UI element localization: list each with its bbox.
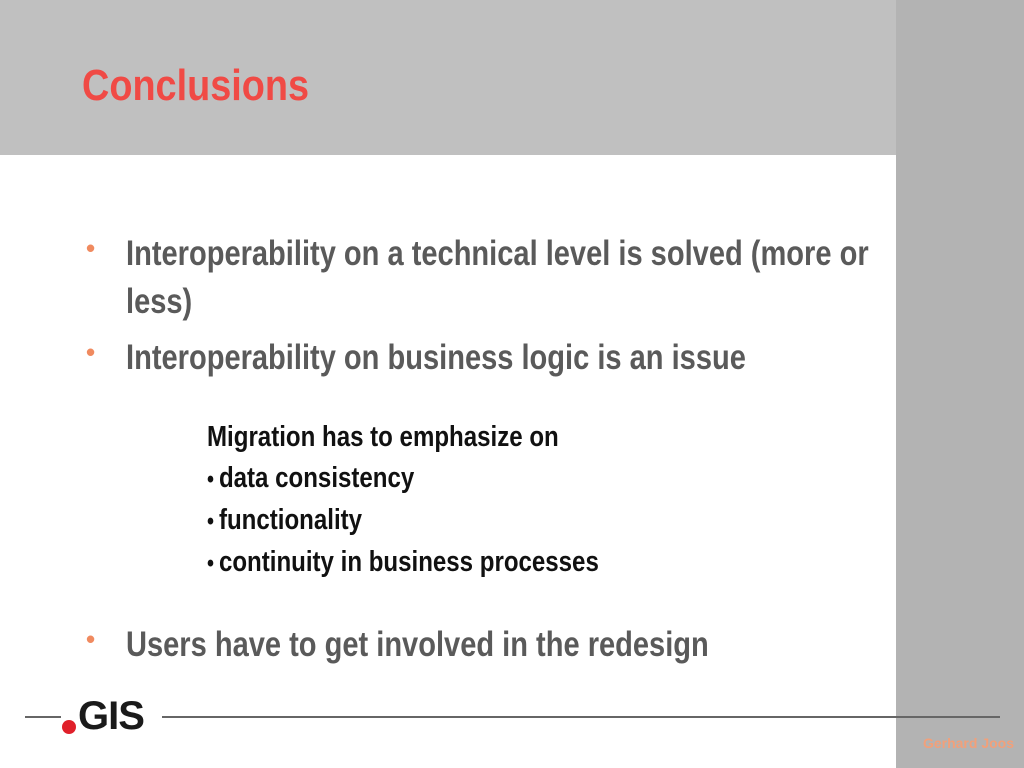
gis-logo — [62, 693, 162, 739]
sub-bullet-marker: • — [207, 508, 214, 535]
right-side-band — [896, 0, 1024, 768]
sub-item-text: data consistency — [218, 462, 415, 494]
sub-bullet-marker: • — [207, 466, 214, 493]
sub-list-item — [207, 500, 705, 542]
bullet-marker: • — [86, 337, 96, 367]
author-name: Gerhard Joos — [922, 735, 1014, 751]
sub-block-heading: Migration has to emphasize on — [207, 421, 559, 453]
footer-divider — [162, 716, 1000, 718]
bullet-marker: • — [86, 233, 96, 263]
logo-dot-icon — [62, 720, 76, 734]
bullet-text: Interoperability on business logic is an issue — [126, 338, 746, 377]
footer-divider-left — [25, 716, 61, 718]
migration-sub-block — [207, 417, 705, 584]
sub-list-item — [207, 458, 705, 500]
sub-bullet-marker: • — [207, 550, 214, 577]
logo-text: GIS — [78, 694, 144, 738]
sub-item-text: continuity in business processes — [218, 546, 599, 578]
sub-list-item — [207, 542, 705, 584]
slide-title: Conclusions — [82, 61, 310, 110]
bullet-text: Users have to get involved in the redesign — [126, 625, 709, 664]
bullet-marker: • — [86, 624, 96, 654]
sub-item-text: functionality — [218, 504, 363, 536]
bullet-text: Interoperability on a technical level is solved (more or less) — [126, 234, 869, 321]
